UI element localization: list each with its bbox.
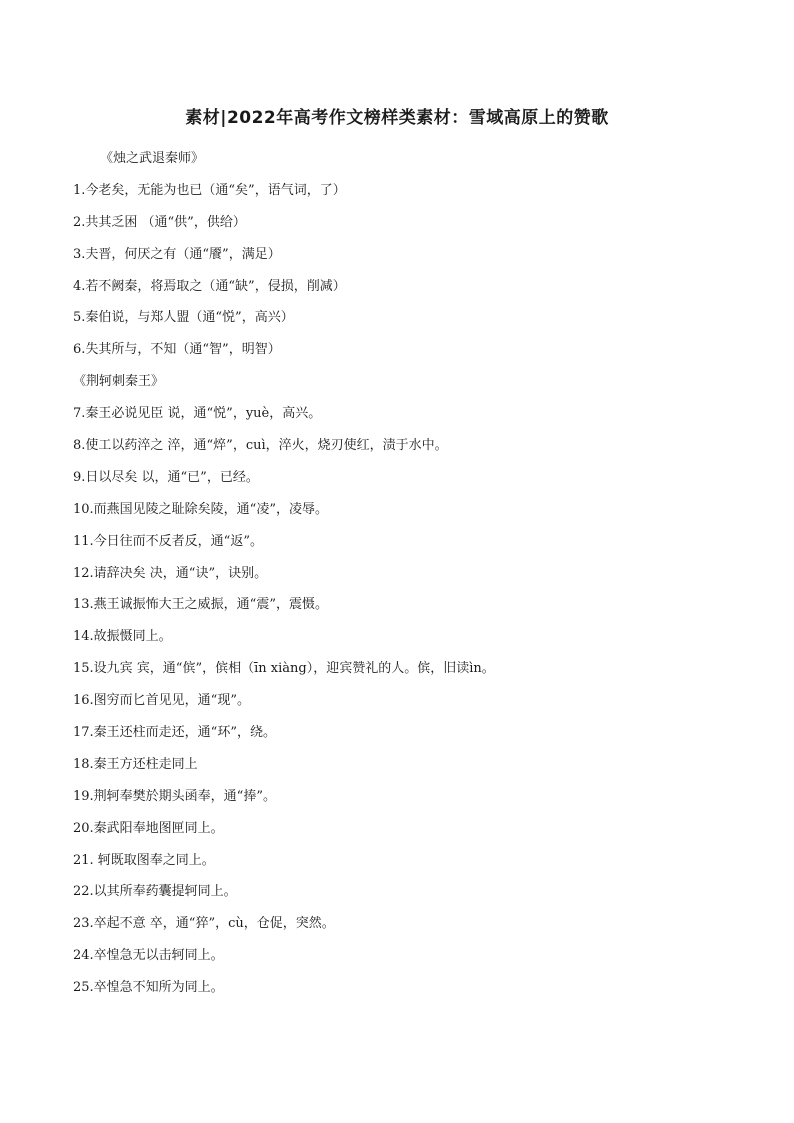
- text-line: 18.秦王方还柱走同上: [73, 756, 198, 772]
- text-line: 19.荆轲奉樊於期头函奉，通“捧”。: [73, 788, 276, 804]
- text-line: 16.图穷而匕首见见，通“现”。: [73, 693, 250, 709]
- text-line: 1.今老矣，无能为也已（通“矣”，语气词，了）: [73, 182, 346, 198]
- text-line: 12.请辞决矣 决，通“诀”，诀别。: [73, 565, 268, 581]
- text-line: 21. 轲既取图奉之同上。: [73, 852, 215, 868]
- text-line: 11.今日往而不反者反，通“返”。: [73, 533, 263, 549]
- document-body: [73, 143, 733, 1004]
- text-line: 5.秦伯说，与郑人盟（通“悦”，高兴）: [73, 310, 294, 326]
- text-line: 22.以其所奉药囊提轲同上。: [73, 884, 237, 900]
- document-title: 素材|2022年高考作文榜样类素材：雪域高原上的赞歌: [185, 108, 609, 128]
- text-line: 25.卒惶急不知所为同上。: [73, 980, 224, 996]
- text-line: 14.故振慑同上。: [73, 629, 172, 645]
- text-line: 20.秦武阳奉地图匣同上。: [73, 820, 224, 836]
- text-line: 23.卒起不意 卒，通“猝”，cù，仓促，突然。: [73, 916, 335, 932]
- text-line: 10.而燕国见陵之耻除矣陵，通“凌”，凌辱。: [73, 501, 328, 517]
- text-line: 9.日以尽矣 以，通“已”，已经。: [73, 469, 259, 485]
- text-line: 24.卒惶急无以击轲同上。: [73, 948, 224, 964]
- text-line: 17.秦王还柱而走还，通“环”，绕。: [73, 725, 276, 741]
- text-line: 《荆轲刺秦王》: [73, 374, 165, 390]
- text-line: 《烛之武退秦师》: [100, 151, 205, 166]
- text-line: 8.使工以药淬之 淬，通“焠”，cuì，淬火，烧刃使红，渍于水中。: [73, 438, 448, 454]
- text-line: 6.失其所与，不知（通“智”，明智）: [73, 342, 281, 358]
- text-line: 13.燕王诚振怖大王之威振，通“震”，震慑。: [73, 597, 328, 613]
- text-line: 15.设九宾 宾，通“傧”，傧相（īn xiàng），迎宾赞礼的人。傧，旧读ìn。: [73, 661, 495, 677]
- text-line: 3.夫晋，何厌之有（通“餍”，满足）: [73, 246, 281, 262]
- text-line: 4.若不阙秦，将焉取之（通“缺”，侵损，削减）: [73, 278, 346, 294]
- text-line: 7.秦王必说见臣 说，通“悦”，yuè，高兴。: [73, 406, 322, 422]
- text-line: 2.共其乏困 （通“供”，供给）: [73, 214, 246, 230]
